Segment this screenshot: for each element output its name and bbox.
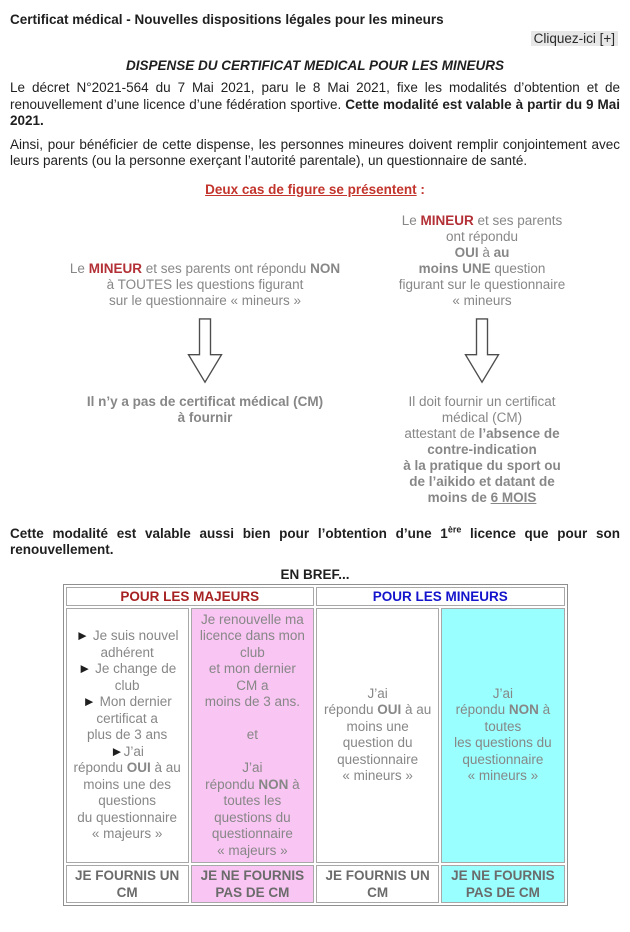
case-right bbox=[376, 213, 588, 506]
cell-majeurs-fournit-cm: ► Je suis nouvel adhérent ► Je change de club ► Mon dernier certificat a plus de 3 ans ►J’ai répondu OUI à au moins une des questions du questionnaire « majeurs » bbox=[66, 608, 189, 864]
section-subtitle: DISPENSE DU CERTIFICAT MEDICAL POUR LES MINEURS bbox=[125, 58, 505, 73]
intro-paragraph-1 bbox=[10, 80, 620, 130]
summary-header-row bbox=[66, 587, 565, 606]
header-pour-les-majeurs: POUR LES MAJEURS bbox=[66, 587, 315, 606]
expand-row bbox=[10, 30, 618, 49]
summary-body-row bbox=[66, 608, 565, 864]
case-left-result: Il n’y a pas de certificat médical (CM) à fournir bbox=[86, 393, 324, 425]
expand-link[interactable]: Cliquez-ici [+] bbox=[531, 31, 618, 46]
intro-paragraph-1-text: Le décret N°2021-564 du 7 Mai 2021, paru le 8 Mai 2021, fixe les modalités d’obtention et de renouvellement d’une licence d’une fédération sportive. bbox=[10, 80, 620, 112]
closing-paragraph-superscript: ère bbox=[447, 524, 462, 534]
summary-footer-row bbox=[66, 865, 565, 903]
two-cases-diagram bbox=[10, 213, 620, 506]
intro-paragraph-2: Ainsi, pour bénéficier de cette dispense, les personnes mineures doivent remplir conjointement avec leurs parents (ou la personne exerçant l’autorité parentale), un questionnaire de santé. bbox=[10, 136, 620, 168]
header-pour-les-mineurs: POUR LES MINEURS bbox=[316, 587, 565, 606]
cell-mineurs-pas-de-cm: J’ai répondu NON à toutes les questions du questionnaire « mineurs » bbox=[441, 608, 564, 864]
footer-majeurs-fournit-cm: JE FOURNIS UN CM bbox=[66, 865, 189, 903]
summary-table-caption: EN BREF... bbox=[280, 566, 350, 582]
case-right-result: Il doit fournir un certificat médical (CM) attestant de l’absence de contre-indication à la pratique du sport ou de l’aikido et datant de moins de 6 MOIS bbox=[403, 393, 561, 505]
case-left-scenario: Le MINEUR et ses parents ont répondu NON à TOUTES les questions figurant sur le questionnaire « mineurs » bbox=[69, 260, 341, 308]
closing-paragraph bbox=[10, 526, 620, 559]
cases-heading-underlined: Deux cas de figure se présentent bbox=[205, 181, 417, 197]
page-title: Certificat médical - Nouvelles dispositions légales pour les mineurs bbox=[10, 12, 444, 27]
intro-paragraph-1-bold: Cette modalité est valable à partir du 9 Mai 2021. bbox=[10, 96, 620, 128]
closing-paragraph-post: licence que pour son renouvellement. bbox=[10, 525, 620, 557]
closing-paragraph-pre: Cette modalité est valable aussi bien pour l’obtention d’une 1 bbox=[10, 525, 448, 541]
case-left bbox=[40, 213, 370, 426]
summary-table bbox=[63, 584, 568, 907]
down-arrow-icon bbox=[463, 318, 501, 384]
footer-mineurs-fournit-cm: JE FOURNIS UN CM bbox=[316, 865, 439, 903]
footer-mineurs-pas-de-cm: JE NE FOURNIS PAS DE CM bbox=[441, 865, 564, 903]
footer-majeurs-pas-de-cm: JE NE FOURNIS PAS DE CM bbox=[191, 865, 314, 903]
cases-heading-colon: : bbox=[416, 181, 425, 197]
cases-heading bbox=[10, 182, 620, 197]
case-right-scenario: Le MINEUR et ses parents ont répondu OUI à au moins UNE question figurant sur le questionnaire « mineurs bbox=[398, 212, 566, 308]
down-arrow-icon bbox=[186, 318, 224, 384]
cell-mineurs-fournit-cm: J’ai répondu OUI à au moins une question du questionnaire « mineurs » bbox=[316, 608, 439, 864]
cell-majeurs-pas-de-cm: Je renouvelle ma licence dans mon club et mon dernier CM a moins de 3 ans. et J’ai répondu NON à toutes les questions du questionnaire « majeurs » bbox=[191, 608, 314, 864]
